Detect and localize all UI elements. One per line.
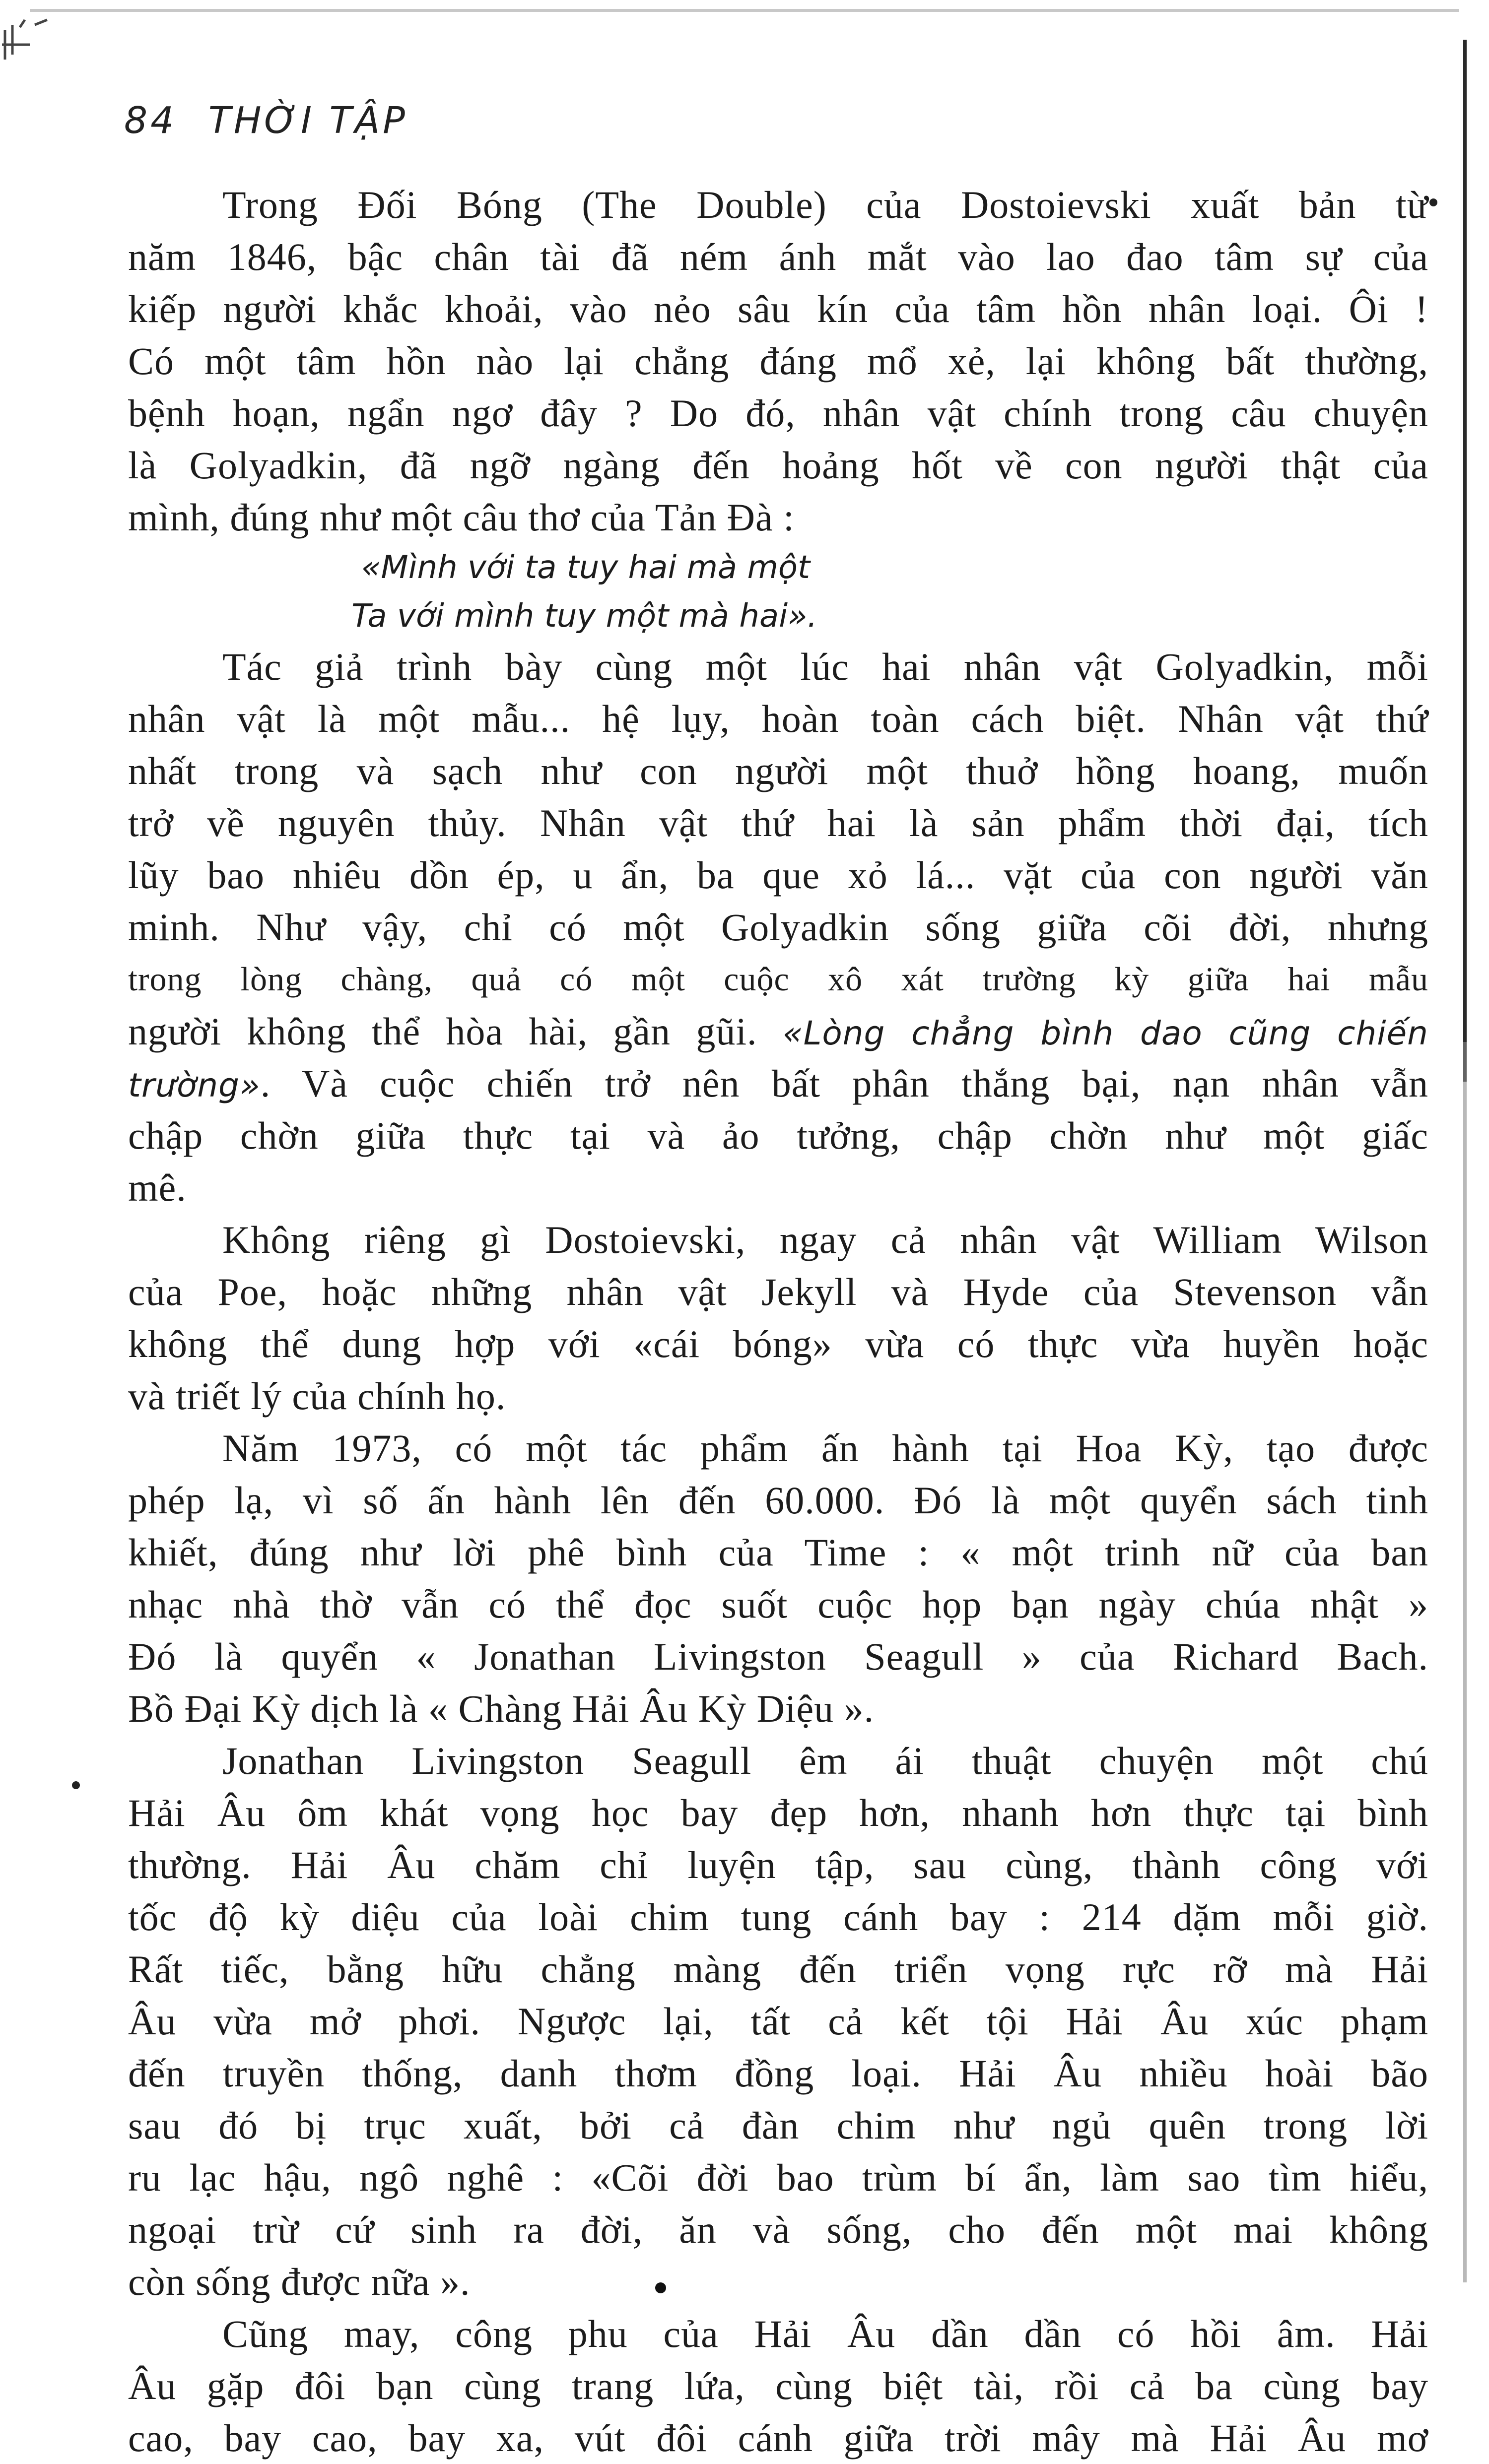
text-line: còn sống được nữa ». bbox=[128, 2260, 471, 2303]
text-line: thường. Hải Âu chăm chỉ luyện tập, sau cùng, thành công với bbox=[128, 1843, 1428, 1886]
text-line: Jonathan Livingston Seagull êm ái thuật chuyện một chú bbox=[222, 1739, 1428, 1782]
text-line: sau đó bị trục xuất, bởi cả đàn chim như ngủ quên trong lời bbox=[128, 2104, 1428, 2147]
text-line: Âu vừa mở phơi. Ngược lại, tất cả kết tội Hải Âu xúc phạm bbox=[128, 2000, 1428, 2043]
text-line: Cũng may, công phu của Hải Âu dần dần có hồi âm. Hải bbox=[222, 2312, 1428, 2355]
scan-speck bbox=[72, 1781, 80, 1789]
text-line: nhất trong và sạch như con người một thuở hồng hoang, muốn bbox=[128, 749, 1428, 792]
text-line: cao, bay cao, bay xa, vút đôi cánh giữa trời mây mà Hải Âu mơ bbox=[128, 2416, 1428, 2460]
text-line: năm 1846, bậc chân tài đã ném ánh mắt vào lao đao tâm sự của bbox=[128, 235, 1428, 278]
inline-quote: trường» bbox=[128, 1066, 261, 1104]
page-number: 84 bbox=[124, 99, 177, 142]
text-line: minh. Như vậy, chỉ có một Golyadkin sống giữa cõi đời, nhưng bbox=[128, 906, 1428, 949]
text-line: tốc độ kỳ diệu của loài chim tung cánh bay : 214 dặm mỗi giờ. bbox=[128, 1895, 1428, 1939]
text-line: lũy bao nhiêu dồn ép, u ẩn, ba que xỏ lá... vặt của con người văn bbox=[128, 853, 1428, 897]
text-line: đến truyền thống, danh thơm đồng loại. Hải Âu nhiều hoài bão bbox=[128, 2052, 1428, 2095]
text-span: . Và cuộc chiến trở nên bất phân thắng bại, nạn nhân vẫn bbox=[260, 1062, 1428, 1105]
text-line: và triết lý của chính họ. bbox=[128, 1374, 506, 1418]
text-line: ngoại trừ cứ sinh ra đời, ăn và sống, cho đến một mai không bbox=[128, 2208, 1428, 2251]
text-line: Hải Âu ôm khát vọng học bay đẹp hơn, nhanh hơn thực tại bình bbox=[128, 1791, 1428, 1834]
text-line: mê. bbox=[128, 1166, 187, 1209]
text-line: là Golyadkin, đã ngỡ ngàng đến hoảng hốt về con người thật của bbox=[128, 444, 1428, 487]
text-line: Rất tiếc, bằng hữu chẳng màng đến triển vọng rực rỡ mà Hải bbox=[128, 1947, 1428, 1991]
text-line: Bồ Đại Kỳ dịch là « Chàng Hải Âu Kỳ Diệu ». bbox=[128, 1687, 875, 1730]
text-span: người không thể hòa hài, gần gũi. bbox=[128, 1010, 757, 1053]
text-line: ru lạc hậu, ngô nghê : «Cõi đời bao trùm bí ẩn, làm sao tìm hiểu, bbox=[128, 2156, 1428, 2199]
text-line: Trong Đối Bóng (The Double) của Dostoievski xuất bản từ bbox=[222, 183, 1428, 226]
text-line: Không riêng gì Dostoievski, ngay cả nhân vật William Wilson bbox=[222, 1218, 1428, 1261]
text-line bbox=[128, 1005, 1428, 1057]
scan-speck bbox=[1429, 198, 1437, 206]
text-line: mình, đúng như một câu thơ của Tản Đà : bbox=[128, 496, 795, 539]
text-line: Tác giả trình bày cùng một lúc hai nhân vật Golyadkin, mỗi bbox=[222, 645, 1428, 688]
poem-line: Ta với mình tuy một mà hai». bbox=[351, 598, 817, 635]
publication-title: THỜI TẬP bbox=[208, 99, 408, 142]
text-line bbox=[128, 1057, 1428, 1109]
scan-right-edge bbox=[1463, 40, 1467, 1082]
inline-quote: «Lòng chẳng bình dao cũng chiến bbox=[782, 1014, 1429, 1052]
text-line: chập chờn giữa thực tại và ảo tưởng, chập chờn như một giấc bbox=[128, 1114, 1428, 1157]
scan-corner-mark bbox=[0, 15, 55, 65]
text-line: trở về nguyên thủy. Nhân vật thứ hai là sản phẩm thời đại, tích bbox=[128, 801, 1428, 844]
scan-top-edge bbox=[30, 9, 1459, 12]
article-body bbox=[128, 179, 1428, 2464]
text-line: của Poe, hoặc những nhân vật Jekyll và Hyde của Stevenson vẫn bbox=[128, 1270, 1428, 1313]
text-line: kiếp người khắc khoải, vào nẻo sâu kín của tâm hồn nhân loại. Ôi ! bbox=[128, 287, 1428, 330]
running-header bbox=[124, 99, 408, 142]
text-line: khiết, đúng như lời phê bình của Time : « một trinh nữ của ban bbox=[128, 1531, 1428, 1574]
scan-right-edge-lower bbox=[1463, 1042, 1467, 2282]
text-line: phép lạ, vì số ấn hành lên đến 60.000. Đó là một quyển sách tinh bbox=[128, 1479, 1428, 1522]
text-line: trong lòng chàng, quả có một cuộc xô xát trường kỳ giữa hai mẫu bbox=[128, 960, 1428, 998]
text-line: nhạc nhà thờ vẫn có thể đọc suốt cuộc họp bạn ngày chúa nhật » bbox=[128, 1583, 1428, 1626]
text-line: nhân vật là một mẫu... hệ lụy, hoàn toàn cách biệt. Nhân vật thứ bbox=[128, 697, 1428, 740]
text-line: không thể dung hợp với «cái bóng» vừa có thực vừa huyền hoặc bbox=[128, 1322, 1428, 1365]
text-line: Năm 1973, có một tác phẩm ấn hành tại Hoa Kỳ, tạo được bbox=[222, 1427, 1428, 1470]
text-line: Có một tâm hồn nào lại chẳng đáng mổ xẻ, lại không bất thường, bbox=[128, 339, 1428, 383]
page-footer-dot bbox=[655, 2282, 666, 2293]
text-line: Đó là quyển « Jonathan Livingston Seagull » của Richard Bach. bbox=[128, 1635, 1428, 1678]
poem-line: «Mình với ta tuy hai mà một bbox=[361, 549, 811, 586]
text-line: bệnh hoạn, ngẩn ngơ đây ? Do đó, nhân vật chính trong câu chuyện bbox=[128, 391, 1428, 435]
text-line: Âu gặp đôi bạn cùng trang lứa, cùng biệt tài, rồi cả ba cùng bay bbox=[128, 2364, 1428, 2407]
